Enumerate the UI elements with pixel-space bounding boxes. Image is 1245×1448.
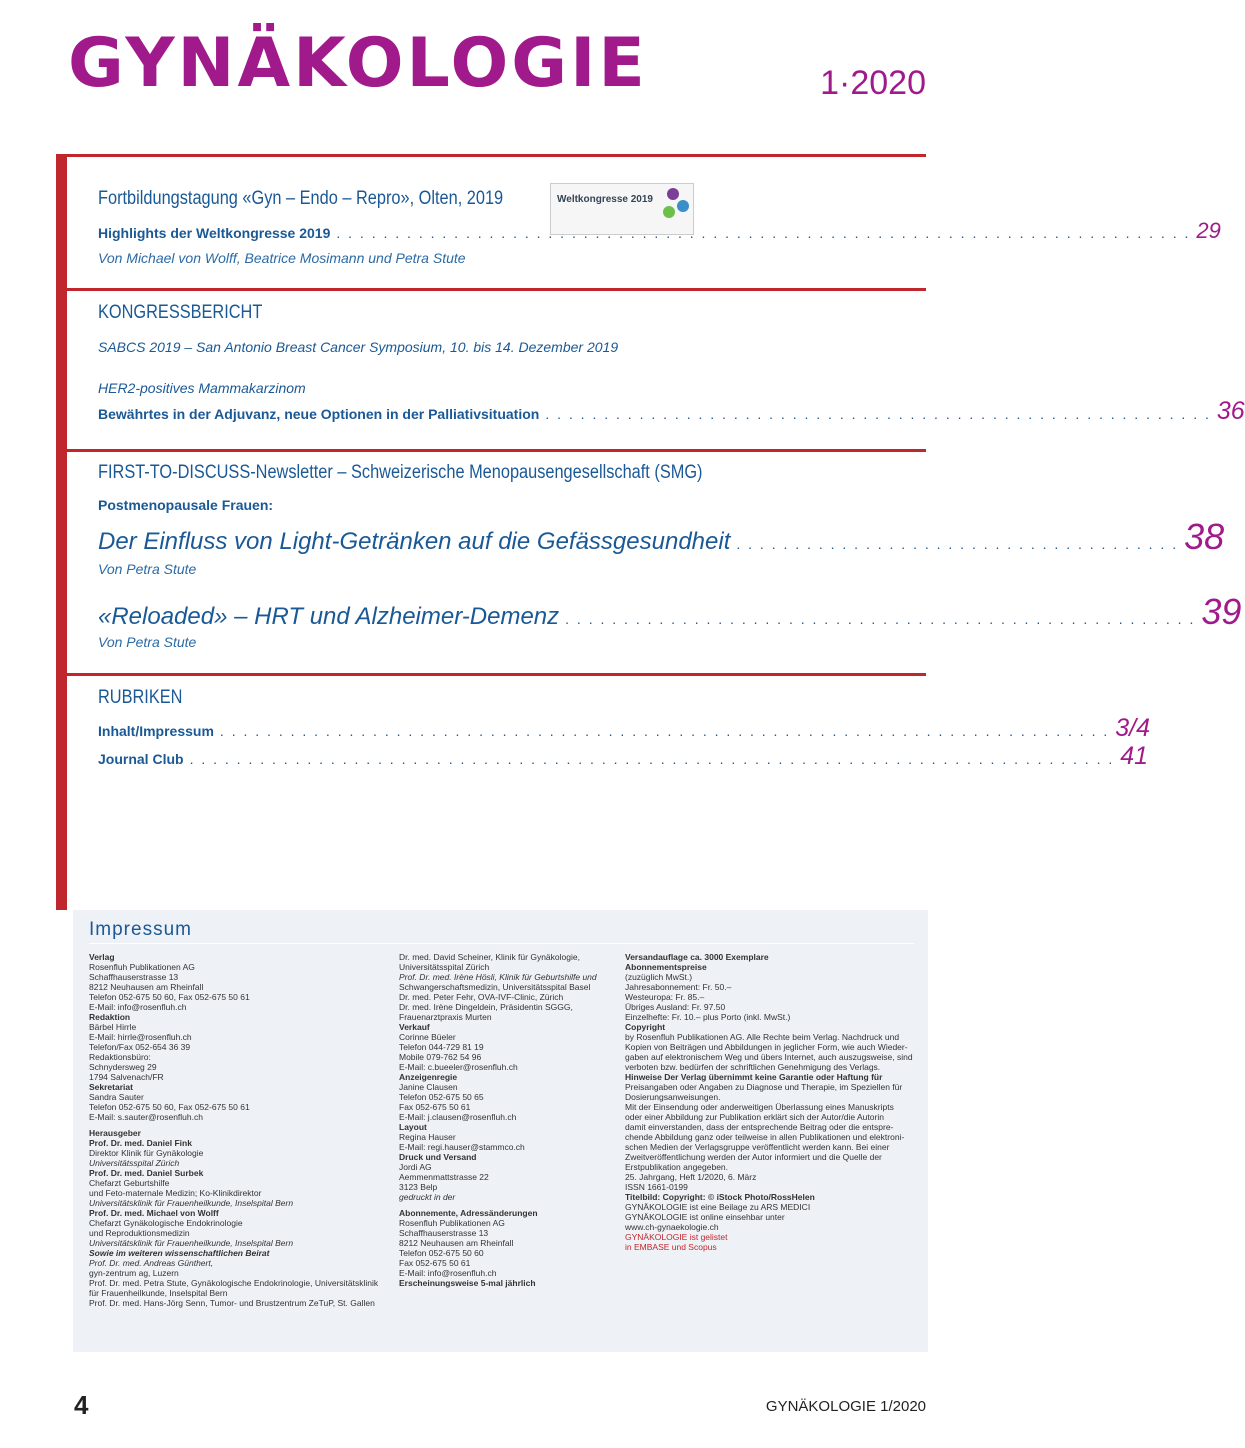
divider (67, 449, 926, 452)
impressum-line: Druck und Versand (399, 1152, 477, 1162)
impressum-line: GYNÄKOLOGIE ist online einsehbar unter (625, 1212, 785, 1222)
impressum-line: Universitätsklinik für Frauenheilkunde, Inselspital Bern (89, 1238, 294, 1248)
impressum-line: Redaktion (89, 1012, 131, 1022)
toc-entry-reloaded[interactable] (98, 591, 1242, 633)
impressum-line: Mit der Einsendung oder anderweitigen Überlassung eines Manuskripts (625, 1102, 894, 1112)
toc-entry-journal-club[interactable] (98, 742, 1149, 771)
impressum-line: Herausgeber (89, 1128, 141, 1138)
section-first-to-discuss (98, 462, 926, 484)
entry-authors: Von Petra Stute (98, 561, 197, 577)
impressum-line: Abonnementspreise (625, 962, 707, 972)
toc-entry-light-getraenke[interactable] (98, 516, 1225, 558)
page-number: 29 (1196, 218, 1221, 243)
impressum-line: E-Mail: info@rosenfluh.ch (399, 1268, 497, 1278)
entry-title: Inhalt/Impressum (98, 723, 214, 739)
impressum-line: Prof. Dr. med. Irène Hösli, Klinik für Geburtshilfe und (399, 972, 597, 982)
impressum-line: Telefon 052-675 50 60, Fax 052-675 50 61 (89, 992, 250, 1002)
page-number: 38 (1184, 516, 1225, 557)
entry-title: Journal Club (98, 751, 184, 767)
impressum-line: für Frauenheilkunde, Inselspital Bern (89, 1288, 228, 1298)
impressum-line: damit einverstanden, dass der entsprechende Beitrag oder die entspre- (625, 1122, 894, 1132)
divider (67, 288, 926, 291)
impressum-line: E-Mail: c.bueeler@rosenfluh.ch (399, 1062, 518, 1072)
impressum-line: Verkauf (399, 1022, 430, 1032)
impressum-line: verboten bzw. bedürfen der schriftlichen Genehmigung des Verlags. (625, 1062, 881, 1072)
impressum-line: Janine Clausen (399, 1082, 458, 1092)
impressum-line: Prof. Dr. med. Daniel Surbek (89, 1168, 204, 1178)
impressum-line: Titelbild: Copyright: © iStock Photo/RossHelen (625, 1192, 815, 1202)
impressum-line: Aemmenmattstrasse 22 (399, 1172, 489, 1182)
impressum-line: Dr. med. Irène Dingeldein, Präsidentin SGGG, (399, 1002, 573, 1012)
impressum-line: Prof. Dr. med. Hans-Jörg Senn, Tumor- und Brustzentrum ZeTuP, St. Gallen (89, 1298, 375, 1308)
impressum-line: gaben auf elektronischem Weg und übers Internet, auch auszugsweise, sind (625, 1052, 913, 1062)
impressum-line: E-Mail: hirrle@rosenfluh.ch (89, 1032, 192, 1042)
impressum-line: 8212 Neuhausen am Rheinfall (89, 982, 204, 992)
impressum-line: Layout (399, 1122, 427, 1132)
impressum-line: by Rosenfluh Publikationen AG. Alle Rechte beim Verlag. Nachdruck und (625, 1032, 900, 1042)
impressum-line: www.ch-gynaekologie.ch (625, 1222, 719, 1232)
impressum-col-1 (89, 952, 389, 1308)
impressum-line: Telefon 052-675 50 65 (399, 1092, 484, 1102)
impressum-line: Mobile 079-762 54 96 (399, 1052, 482, 1062)
impressum-line: Erscheinungsweise 5-mal jährlich (399, 1278, 536, 1288)
impressum-line: GYNÄKOLOGIE ist gelistet (625, 1232, 728, 1242)
leader-dots: . . . . . . . . . . . . . . . . . . . . . . . . . . . . . . . . . . . . . . (736, 536, 1179, 552)
toc-entry-her2[interactable] (98, 397, 1245, 426)
entry-authors: Von Petra Stute (98, 634, 197, 650)
page-number: 41 (1120, 742, 1149, 770)
leader-dots: . . . . . . . . . . . . . . . . . . . . . . . . . . . . . . . . . . . . . . . . . . . . . . . . . . . . . . . . . . . . . . . . . . . . . . . . . (336, 225, 1191, 241)
entry-kicker: HER2-positives Mammakarzinom (98, 380, 306, 396)
impressum-line: und Feto-maternale Medizin; Ko-Klinikdirektor (89, 1188, 262, 1198)
impressum-line: Telefon 052-675 50 60 (399, 1248, 484, 1258)
impressum-line: Sekretariat (89, 1082, 133, 1092)
impressum-line: Chefarzt Geburtshilfe (89, 1178, 170, 1188)
impressum-col-2 (399, 952, 609, 1288)
entry-title: Highlights der Weltkongresse 2019 (98, 225, 331, 241)
impressum-line: Prof. Dr. med. Andreas Günthert, (89, 1258, 214, 1268)
impressum-line: Telefon 044-729 81 19 (399, 1042, 484, 1052)
entry-title: «Reloaded» – HRT und Alzheimer-Demenz (98, 603, 560, 630)
impressum-line: Anzeigenregie (399, 1072, 458, 1082)
section-heading: FIRST-TO-DISCUSS-Newsletter – Schweizerische Menopausengesellschaft (SMG) (98, 462, 703, 483)
left-accent-bar (56, 154, 67, 910)
logo-text: Weltkongresse 2019 (557, 194, 653, 205)
impressum-line: Schaffhauserstrasse 13 (89, 972, 179, 982)
impressum-box (73, 910, 928, 1352)
page-number: 36 (1216, 397, 1245, 425)
impressum-line: Bärbel Hirrle (89, 1022, 137, 1032)
impressum-line: schen Medien der Verlagsgruppe veröffentlicht werden kann. Bei einer (625, 1142, 890, 1152)
entry-title: Bewährtes in der Adjuvanz, neue Optionen in der Palliativsituation (98, 406, 540, 422)
leader-dots: . . . . . . . . . . . . . . . . . . . . . . . . . . . . . . . . . . . . . . . . . . . . . . . . . . . . . . . . . . . . . . . . . . . . . . . . . . . . . . . (189, 751, 1115, 767)
entry-kicker: Postmenopausale Frauen: (98, 497, 274, 513)
section-rubriken (98, 687, 926, 709)
section-fortbildung (98, 188, 926, 210)
logo-circle (667, 188, 679, 200)
impressum-line: Zweitveröffentlichung werden der Autor informiert und die Quelle der (625, 1152, 882, 1162)
impressum-line: Regina Hauser (399, 1132, 456, 1142)
logo-circle (663, 206, 675, 218)
impressum-line: Hinweise Der Verlag übernimmt keine Garantie oder Haftung für (625, 1072, 883, 1082)
impressum-line: Universitätsklinik für Frauenheilkunde, Inselspital Bern (89, 1198, 294, 1208)
impressum-line: gyn-zentrum ag, Luzern (89, 1268, 179, 1278)
entry-title: Der Einfluss von Light-Getränken auf die Gefässgesundheit (98, 528, 731, 555)
event-line: SABCS 2019 – San Antonio Breast Cancer Symposium, 10. bis 14. Dezember 2019 (98, 339, 619, 355)
impressum-line: Redaktionsbüro: (89, 1052, 151, 1062)
impressum-line: Sowie im weiteren wissenschaftlichen Beirat (89, 1248, 270, 1258)
impressum-line: Übriges Ausland: Fr. 97.50 (625, 1002, 726, 1012)
impressum-line: Sandra Sauter (89, 1092, 144, 1102)
impressum-line: Prof. Dr. med. Petra Stute, Gynäkologische Endokrinologie, Universitätsklinik (89, 1278, 379, 1288)
impressum-line: Dr. med. Peter Fehr, OVA-IVF-Clinic, Zürich (399, 992, 564, 1002)
impressum-line: Fax 052-675 50 61 (399, 1102, 471, 1112)
impressum-line: Einzelhefte: Fr. 10.– plus Porto (inkl. MwSt.) (625, 1012, 791, 1022)
page-number: 39 (1201, 591, 1242, 632)
impressum-line: Telefon/Fax 052-654 36 39 (89, 1042, 191, 1052)
impressum-line: Rosenfluh Publikationen AG (89, 962, 195, 972)
leader-dots: . . . . . . . . . . . . . . . . . . . . . . . . . . . . . . . . . . . . . . . . . . . . . . . . . . . . . . . . . (545, 406, 1211, 422)
impressum-title: Impressum (89, 919, 192, 940)
impressum-line: Direktor Klinik für Gynäkologie (89, 1148, 204, 1158)
toc-entry-highlights[interactable] (98, 218, 1221, 244)
impressum-line: E-Mail: j.clausen@rosenfluh.ch (399, 1112, 517, 1122)
divider (67, 673, 926, 676)
footer-page-number: 4 (74, 1390, 89, 1420)
impressum-line: 8212 Neuhausen am Rheinfall (399, 1238, 514, 1248)
impressum-line: Frauenarztpraxis Murten (399, 1012, 492, 1022)
impressum-line: E-Mail: regi.hauser@stammco.ch (399, 1142, 525, 1152)
impressum-line: 1794 Salvenach/FR (89, 1072, 164, 1082)
divider-top (67, 154, 926, 157)
impressum-line: Versandauflage ca. 3000 Exemplare (625, 952, 769, 962)
impressum-line: E-Mail: info@rosenfluh.ch (89, 1002, 187, 1012)
impressum-line: GYNÄKOLOGIE ist eine Beilage zu ARS MEDICI (625, 1202, 811, 1212)
leader-dots: . . . . . . . . . . . . . . . . . . . . . . . . . . . . . . . . . . . . . . . . . . . . . . . . . . . . . . (565, 611, 1196, 627)
toc-entry-inhalt[interactable] (98, 714, 1151, 743)
impressum-line: Verlag (89, 952, 115, 962)
impressum-line: 3123 Belp (399, 1182, 438, 1192)
impressum-line: Kopien von Beiträgen und Abbildungen in jeglicher Form, wie auch Wieder- (625, 1042, 908, 1052)
section-heading: Fortbildungstagung «Gyn – Endo – Repro», Olten, 2019 (98, 188, 504, 209)
impressum-line: Universitätsspital Zürich (89, 1158, 180, 1168)
impressum-rule (89, 943, 914, 944)
page-number: 3/4 (1115, 714, 1151, 742)
impressum-line: Jordi AG (399, 1162, 432, 1172)
impressum-line: Schwangerschaftsmedizin, Universitätsspital Basel (399, 982, 591, 992)
impressum-line: Fax 052-675 50 61 (399, 1258, 471, 1268)
logo-circle (677, 200, 689, 212)
impressum-line: chende Abbildung ganz oder teilweise in allen Publikationen und elektroni- (625, 1132, 905, 1142)
impressum-line: Prof. Dr. med. Daniel Fink (89, 1138, 192, 1148)
impressum-line: Abonnemente, Adressänderungen (399, 1208, 538, 1218)
impressum-line: oder einer Abbildung zur Publikation erklärt sich der Autor/die Autorin (625, 1112, 884, 1122)
impressum-line: Schnydersweg 29 (89, 1062, 157, 1072)
impressum-line: Telefon 052-675 50 60, Fax 052-675 50 61 (89, 1102, 250, 1112)
impressum-line: gedruckt in der (399, 1192, 456, 1202)
impressum-line: Preisangaben oder Angaben zu Diagnose und Therapie, im Speziellen für (625, 1082, 903, 1092)
masthead-title: GYNÄKOLOGIE (68, 24, 648, 103)
impressum-line: 25. Jahrgang, Heft 1/2020, 6. März (625, 1172, 757, 1182)
impressum-line: Dosierungsanweisungen. (625, 1092, 721, 1102)
section-heading: KONGRESSBERICHT (98, 302, 263, 323)
impressum-line: (zuzüglich MwSt.) (625, 972, 693, 982)
impressum-line: E-Mail: s.sauter@rosenfluh.ch (89, 1112, 203, 1122)
section-kongressbericht (98, 302, 926, 324)
impressum-line: Jahresabonnement: Fr. 50.– (625, 982, 732, 992)
impressum-line: Westeuropa: Fr. 85.– (625, 992, 705, 1002)
entry-authors: Von Michael von Wolff, Beatrice Mosimann und Petra Stute (98, 250, 466, 266)
impressum-line: in EMBASE und Scopus (625, 1242, 717, 1252)
issue-number: 1·2020 (820, 64, 926, 102)
impressum-line: Erstpublikation angegeben. (625, 1162, 729, 1172)
impressum-line: Chefarzt Gynäkologische Endokrinologie (89, 1218, 243, 1228)
impressum-line: und Reproduktionsmedizin (89, 1228, 190, 1238)
footer-journal: GYNÄKOLOGIE 1/2020 (765, 1398, 926, 1415)
impressum-line: Copyright (625, 1022, 666, 1032)
leader-dots: . . . . . . . . . . . . . . . . . . . . . . . . . . . . . . . . . . . . . . . . . . . . . . . . . . . . . . . . . . . . . . . . . . . . . . . . . . . . (219, 723, 1110, 739)
impressum-line: Universitätsspital Zürich (399, 962, 490, 972)
impressum-line: Dr. med. David Scheiner, Klinik für Gynäkologie, (399, 952, 580, 962)
impressum-col-3 (625, 952, 917, 1252)
impressum-line: ISSN 1661-0199 (625, 1182, 688, 1192)
impressum-line: Rosenfluh Publikationen AG (399, 1218, 505, 1228)
impressum-line: Prof. Dr. med. Michael von Wolff (89, 1208, 219, 1218)
section-heading: RUBRIKEN (98, 687, 183, 708)
impressum-line: Schaffhauserstrasse 13 (399, 1228, 489, 1238)
impressum-line: Corinne Büeler (399, 1032, 456, 1042)
